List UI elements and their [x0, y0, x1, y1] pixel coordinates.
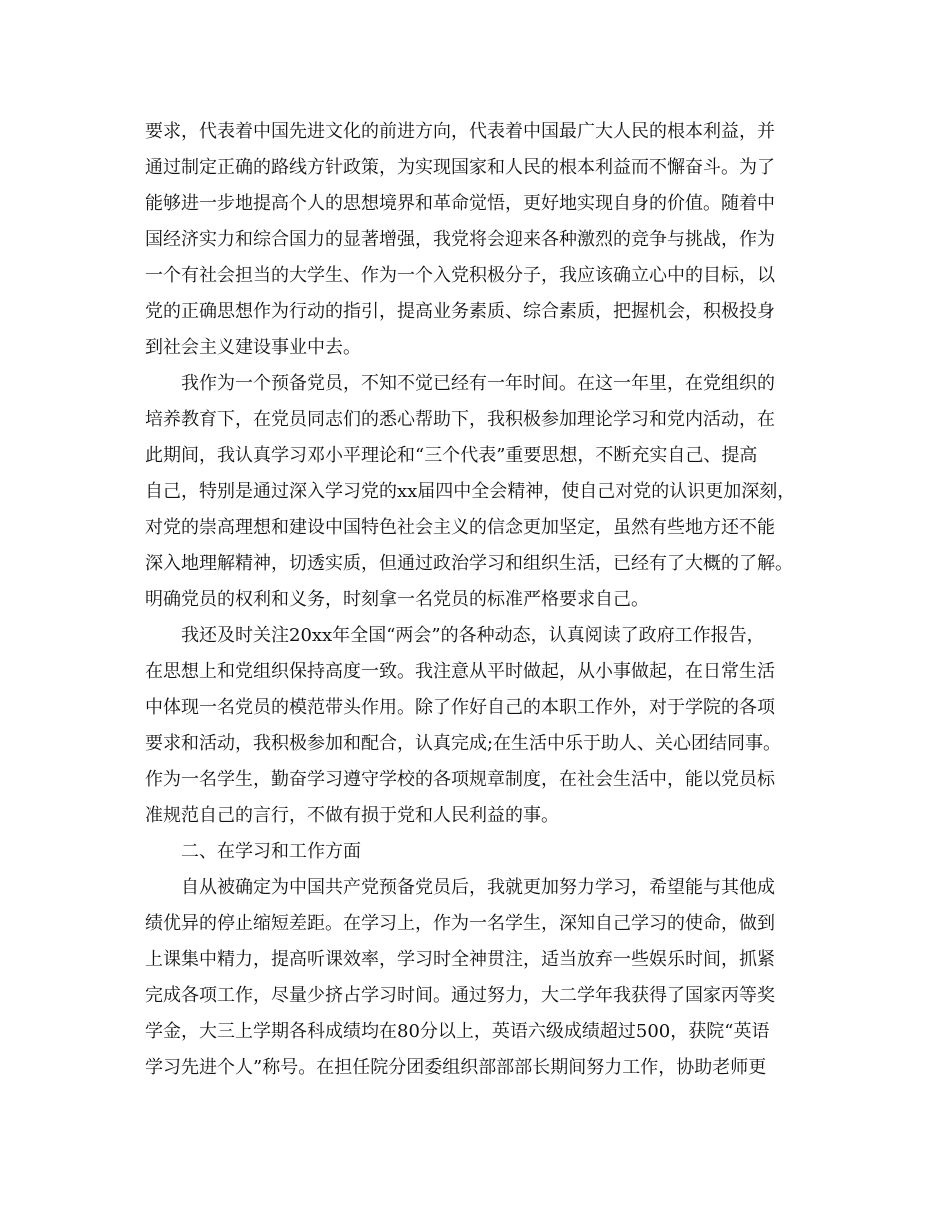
text-line: 此期间，我认真学习邓小平理论和“三个代表”重要思想，不断充实自己、提高: [145, 445, 758, 466]
text-line: 通过制定正确的路线方针政策，为实现国家和人民的根本利益而不懈奋斗。为了: [145, 157, 775, 178]
text-line: 绩优异的停止缩短差距。在学习上，作为一名学生，深知自己学习的使命，做到: [145, 913, 775, 934]
text-line: 学习先进个人”称号。在担任院分团委组织部部部长期间努力工作，协助老师更: [145, 1057, 767, 1078]
text-line: 到社会主义建设事业中去。: [145, 337, 361, 358]
text-line: 作为一名学生，勤奋学习遵守学校的各项规章制度，在社会生活中，能以党员标: [145, 769, 775, 790]
paragraph-first-line: 二、在学习和工作方面: [181, 841, 361, 862]
document-body: [145, 114, 815, 1086]
text-line: 准规范自己的言行，不做有损于党和人民利益的事。: [145, 805, 559, 826]
text-line: 要求，代表着中国先进文化的前进方向，代表着中国最广大人民的根本利益，并: [145, 121, 775, 142]
paragraph-first-line: 我作为一个预备党员，不知不觉已经有一年时间。在这一年里，在党组织的: [181, 373, 775, 394]
paragraph-first-line: 我还及时关注20xx年全国“两会”的各种动态，认真阅读了政府工作报告，: [181, 625, 765, 646]
text-line: 上课集中精力，提高听课效率，学习时全神贯注，适当放弃一些娱乐时间，抓紧: [145, 949, 775, 970]
text-line: 完成各项工作，尽量少挤占学习时间。通过努力，大二学年我获得了国家丙等奖: [145, 985, 775, 1006]
text-line: 一个有社会担当的大学生、作为一个入党积极分子，我应该确立心中的目标，以: [145, 265, 775, 286]
text-line: 中体现一名党员的模范带头作用。除了作好自己的本职工作外，对于学院的各项: [145, 697, 775, 718]
text-line: 深入地理解精神，切透实质，但通过政治学习和组织生活，已经有了大概的了解。: [145, 553, 793, 574]
text-line: 要求和活动，我积极参加和配合，认真完成;在生活中乐于助人、关心团结同事。: [145, 733, 782, 754]
text-line: 在思想上和党组织保持高度一致。我注意从平时做起，从小事做起，在日常生活: [145, 661, 775, 682]
text-line: 学金，大三上学期各科成绩均在80分以上，英语六级成绩超过500，获院“英语: [145, 1021, 770, 1042]
text-line: 对党的崇高理想和建设中国特色社会主义的信念更加坚定，虽然有些地方还不能: [145, 517, 775, 538]
text-line: 能够进一步地提高个人的思想境界和革命觉悟，更好地实现自身的价值。随着中: [145, 193, 775, 214]
paragraph-first-line: 自从被确定为中国共产党预备党员后，我就更加努力学习，希望能与其他成: [181, 877, 775, 898]
text-line: 自己，特别是通过深入学习党的xx届四中全会精神，使自己对党的认识更加深刻，: [145, 481, 796, 502]
text-line: 培养教育下，在党员同志们的悉心帮助下，我积极参加理论学习和党内活动，在: [145, 409, 775, 430]
text-line: 国经济实力和综合国力的显著增强，我党将会迎来各种激烈的竞争与挑战，作为: [145, 229, 775, 250]
text-line: 党的正确思想作为行动的指引，提高业务素质、综合素质，把握机会，积极投身: [145, 301, 775, 322]
text-line: 明确党员的权利和义务，时刻拿一名党员的标准严格要求自己。: [145, 589, 649, 610]
